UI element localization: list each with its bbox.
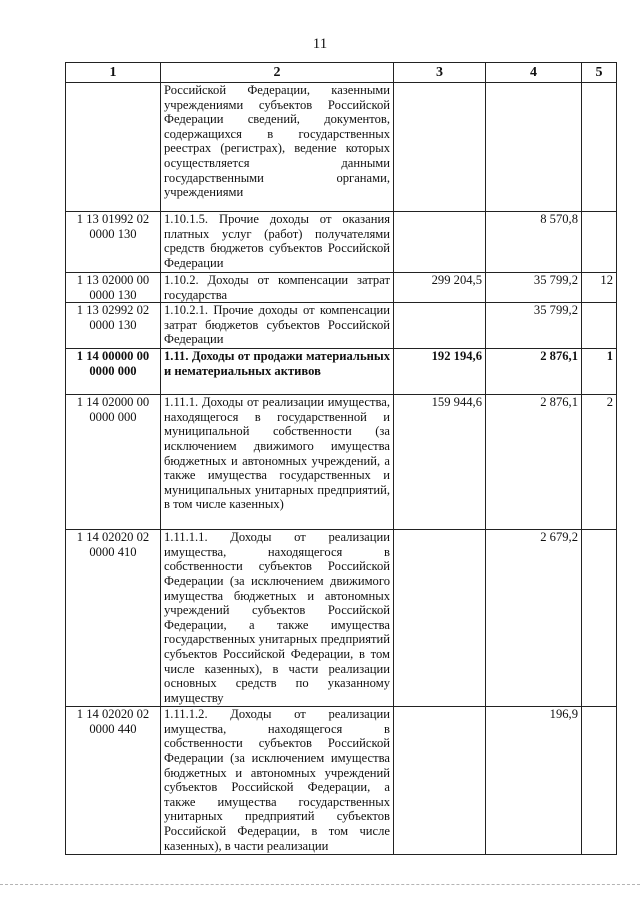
- table-row: [66, 707, 617, 855]
- table-row-section: [66, 349, 617, 395]
- row-col4-value: 196,9: [486, 707, 582, 855]
- table-row: [66, 303, 617, 349]
- row-col5-value: [582, 303, 617, 349]
- row-code: 1 13 01992 02 0000 130: [66, 212, 161, 273]
- page-number: 11: [312, 36, 328, 52]
- row-col4-value: 2 679,2: [486, 530, 582, 707]
- row-col3-value: 192 194,6: [394, 349, 486, 395]
- row-code: 1 14 02020 02 0000 410: [66, 530, 161, 707]
- row-code: 1 13 02000 00 0000 130: [66, 273, 161, 303]
- budget-table: [65, 62, 617, 855]
- header-col-1: 1: [66, 63, 161, 83]
- row-col3-value: [394, 303, 486, 349]
- row-col4-value: [486, 83, 582, 212]
- row-code: 1 13 02992 02 0000 130: [66, 303, 161, 349]
- row-code: 1 14 02020 02 0000 440: [66, 707, 161, 855]
- row-description: 1.11.1.1. Доходы от реализации имущества, находящегося в собственности субъектов Российской Федерации (за исключением движимого имущества бюджетных и автономных учреждений субъектов Российской Федерации, а также имущества государственных унитарных предприятий субъектов Российской Федерации, в том числе казенных), в части реализации основных средств по указанному имуществу: [161, 530, 394, 707]
- row-col3-value: [394, 83, 486, 212]
- row-col5-value: 12: [582, 273, 617, 303]
- row-description: 1.11.1. Доходы от реализации имущества, находящегося в государственной и муниципальной собственности (за исключением движимого имущества бюджетных и автономных учреждений, а также имущества государственных и муниципальных унитарных предприятий, в том числе казенных): [161, 395, 394, 530]
- row-col4-value: 35 799,2: [486, 273, 582, 303]
- row-col3-value: [394, 707, 486, 855]
- row-description: 1.10.2. Доходы от компенсации затрат государства: [161, 273, 394, 303]
- row-description: 1.10.2.1. Прочие доходы от компенсации затрат бюджетов субъектов Российской Федерации: [161, 303, 394, 349]
- table-row: [66, 273, 617, 303]
- row-description: 1.10.1.5. Прочие доходы от оказания платных услуг (работ) получателями средств бюджетов субъектов Российской Федерации: [161, 212, 394, 273]
- header-col-3: 3: [394, 63, 486, 83]
- row-col5-value: [582, 707, 617, 855]
- row-code: 1 14 00000 00 0000 000: [66, 349, 161, 395]
- row-col4-value: 35 799,2: [486, 303, 582, 349]
- header-col-4: 4: [486, 63, 582, 83]
- table-row: [66, 395, 617, 530]
- row-description: 1.11.1.2. Доходы от реализации имущества, находящегося в собственности субъектов Российской Федерации (за исключением имущества бюджетных и автономных учреждений субъектов Российской Федерации, а также имущества государственных унитарных предприятий субъектов Российской Федерации, в том числе казенных), в части реализации: [161, 707, 394, 855]
- row-col5-value: [582, 212, 617, 273]
- table-row: [66, 530, 617, 707]
- row-col3-value: [394, 212, 486, 273]
- header-col-5: 5: [582, 63, 617, 83]
- row-col3-value: [394, 530, 486, 707]
- row-col3-value: 299 204,5: [394, 273, 486, 303]
- row-description: Российской Федерации, казенными учреждениями субъектов Российской Федерации сведений, документов, содержащихся в государственных реестрах (регистрах), ведение которых осуществляется данными государственными органами, учреждениями: [161, 83, 394, 212]
- row-col4-value: 2 876,1: [486, 395, 582, 530]
- row-col5-value: 1: [582, 349, 617, 395]
- row-code: [66, 83, 161, 212]
- row-code: 1 14 02000 00 0000 000: [66, 395, 161, 530]
- header-col-2: 2: [161, 63, 394, 83]
- table-header-row: [66, 63, 617, 83]
- table-row: [66, 83, 617, 212]
- table-row: [66, 212, 617, 273]
- row-description: 1.11. Доходы от продажи материальных и нематериальных активов: [161, 349, 394, 395]
- row-col4-value: 8 570,8: [486, 212, 582, 273]
- row-col3-value: 159 944,6: [394, 395, 486, 530]
- row-col5-value: [582, 83, 617, 212]
- row-col5-value: 2: [582, 395, 617, 530]
- row-col5-value: [582, 530, 617, 707]
- row-col4-value: 2 876,1: [486, 349, 582, 395]
- scan-edge-marks: [0, 884, 640, 889]
